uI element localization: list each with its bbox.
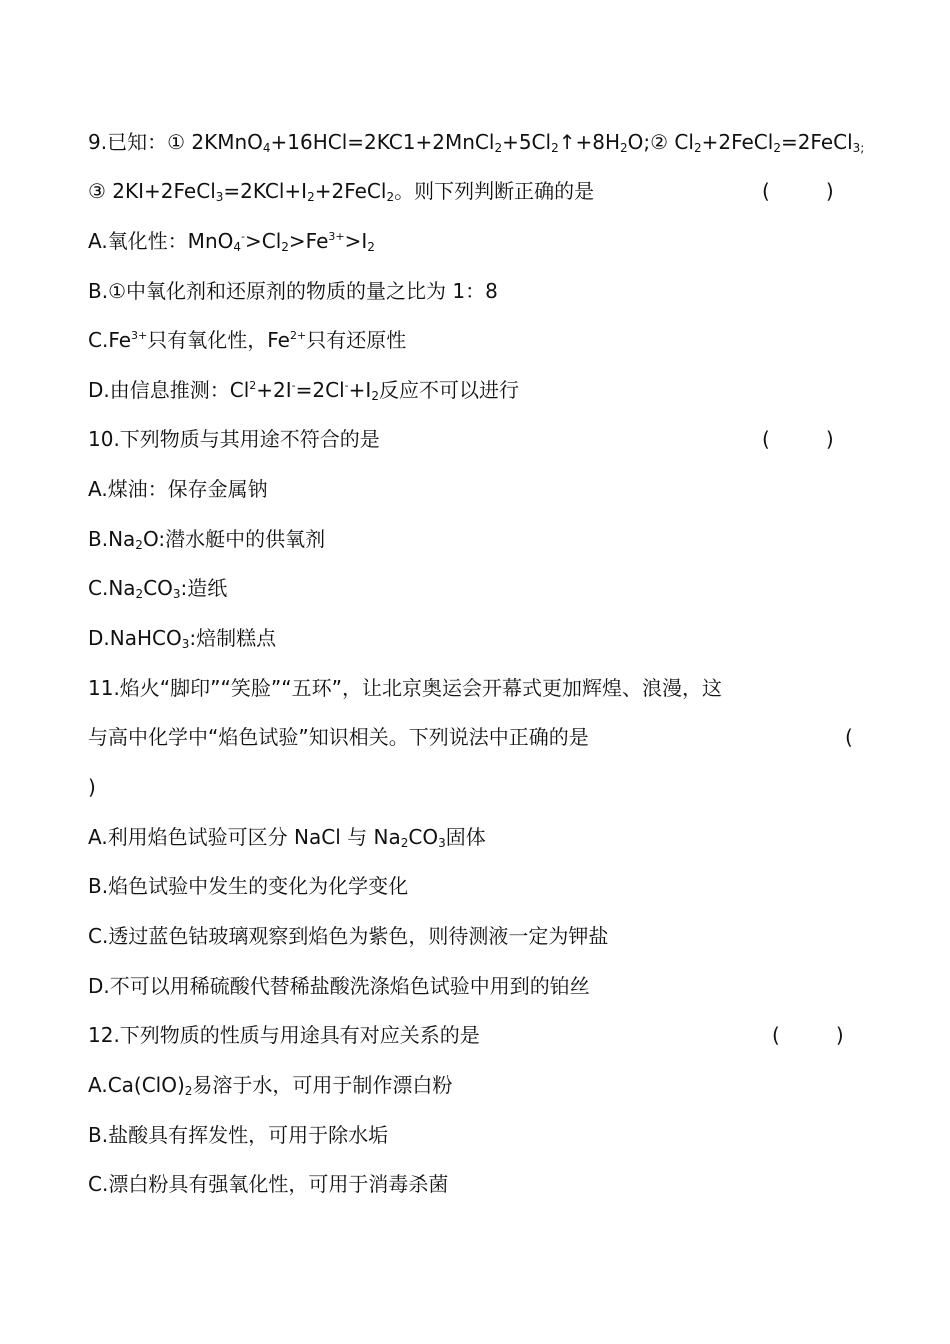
- q12-option-a: $A.Ca(ClO)_2$易溶于水，可用于制作漂白粉: [88, 1073, 453, 1098]
- q11-paren-close: ): [88, 775, 96, 799]
- q9-option-d: D.由信息推测：$Cl^2+2I^-=2Cl^-+I_2$反应不可以进行: [88, 378, 519, 403]
- q12-stem: 12.下列物质的性质与用途具有对应关系的是: [88, 1023, 480, 1047]
- q11-option-b: B.焰色试验中发生的变化为化学变化: [88, 874, 409, 898]
- q9-option-b: B.①中氧化剂和还原剂的物质的量之比为 1：8: [88, 279, 498, 303]
- q10-option-c: $C.Na_2CO_3$:造纸: [88, 576, 228, 601]
- q9-stem-line1: 9.已知：① $2KMnO_4+16HCl=2KC1+2MnCl_2+5Cl_2↑+8H_2O;②$ $Cl_2+2FeCl_2=2FeCl_{3;}$: [88, 130, 865, 155]
- q12-option-c: C.漂白粉具有强氧化性，可用于消毒杀菌: [88, 1172, 449, 1196]
- q10-option-d: D.NaHCO$_3$:焙制糕点: [88, 626, 277, 651]
- q11-stem-line1: 11.焰火“脚印”“笑脸”“五环”，让北京奥运会开幕式更加辉煌、浪漫，这: [88, 676, 722, 700]
- q10-option-b: $B.Na_2O$:潜水艇中的供氧剂: [88, 527, 326, 552]
- q11-option-c: C.透过蓝色钴玻璃观察到焰色为紫色，则待测液一定为钾盐: [88, 924, 609, 948]
- q9-option-a: A.氧化性：$MnO_4^->Cl_2>Fe^{3+}>I_2$: [88, 229, 375, 254]
- q12-answer-parentheses: ( ): [772, 1023, 844, 1047]
- q12-option-b: B.盐酸具有挥发性，可用于除水垢: [88, 1123, 389, 1147]
- q10-answer-parentheses: ( ): [762, 427, 834, 451]
- q9-option-c: $C.Fe^{3+}$只有氧化性，$Fe^{2+}$只有还原性: [88, 328, 407, 352]
- q9-answer-parentheses: ( ): [762, 179, 834, 203]
- q11-option-a: A.利用焰色试验可区分 NaCl 与 $Na_2CO_3$固体: [88, 825, 486, 850]
- q10-stem: 10.下列物质与其用途不符合的是: [88, 427, 380, 451]
- q11-stem-line2: 与高中化学中“焰色试验”知识相关。下列说法中正确的是: [88, 725, 589, 749]
- q9-stem-line2: ③ $2KI+2FeCl_3=2KCl+I_2+2FeCl_2$。则下列判断正确的是: [88, 179, 595, 204]
- q11-option-d: D.不可以用稀硫酸代替稀盐酸洗涤焰色试验中用到的铂丝: [88, 974, 590, 998]
- q11-paren-open: (: [845, 725, 853, 749]
- q10-option-a: A.煤油：保存金属钠: [88, 477, 268, 501]
